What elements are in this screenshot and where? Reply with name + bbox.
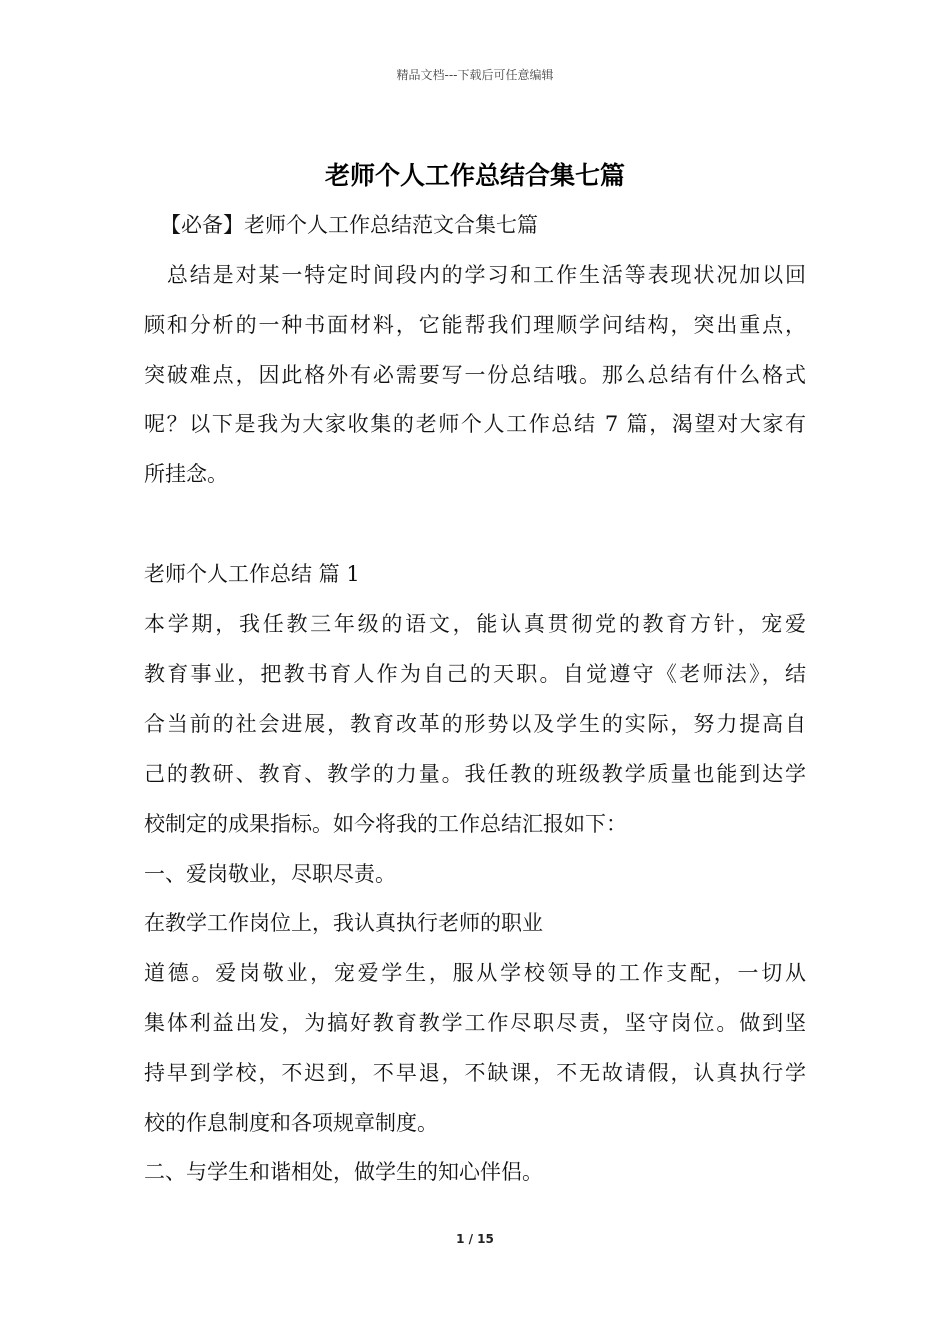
text-line: 集体利益出发，为搞好教育教学工作尽职尽责，坚守岗位。做到坚 [144,1011,806,1035]
text-line: 合当前的社会进展，教育改革的形势以及学生的实际，努力提高自 [144,712,806,736]
subtitle-line: 【必备】老师个人工作总结范文合集七篇 [160,213,538,237]
text-line: 顾和分析的一种书面材料，它能帮我们理顺学问结构，突出重点， [144,313,806,337]
text-line: 校的作息制度和各项规章制度。 [144,1111,438,1135]
text-line: 校制定的成果指标。如今将我的工作总结汇报如下： [144,812,627,836]
text-line: 总结是对某一特定时间段内的学习和工作生活等表现状况加以回 [144,263,806,287]
text-line: 道德。爱岗敬业，宠爱学生，服从学校领导的工作支配，一切从 [144,961,806,985]
text-line: 教育事业，把教书育人作为自己的天职。自觉遵守《老师法》，结 [144,662,806,686]
page-header: 精品文档---下载后可任意编辑 [396,68,554,82]
text-line: 本学期，我任教三年级的语文，能认真贯彻党的教育方针，宠爱 [144,612,806,636]
text-line: 在教学工作岗位上，我认真执行老师的职业 [144,911,543,935]
page-number: 1 / 15 [456,1232,494,1246]
document-title: 老师个人工作总结合集七篇 [324,161,625,190]
text-line: 持早到学校，不迟到，不早退，不缺课，不无故请假，认真执行学 [144,1061,806,1085]
subsection-heading: 一、爱岗敬业，尽职尽责。 [144,862,396,886]
section-heading: 老师个人工作总结 篇 1 [144,562,360,586]
text-line: 突破难点，因此格外有必需要写一份总结哦。那么总结有什么格式 [144,363,806,387]
text-line: 所挂念。 [144,462,228,486]
text-line: 己的教研、教育、教学的力量。我任教的班级教学质量也能到达学 [144,762,806,786]
subsection-heading: 二、与学生和谐相处，做学生的知心伴侣。 [144,1160,543,1184]
text-line: 呢？以下是我为大家收集的老师个人工作总结 7 篇，渴望对大家有 [144,412,806,436]
